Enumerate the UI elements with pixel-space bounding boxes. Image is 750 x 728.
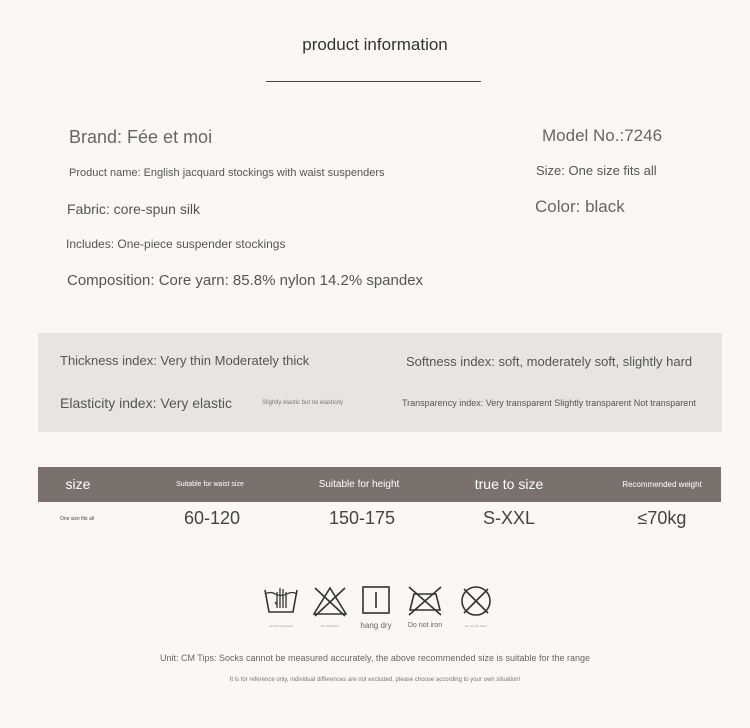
do-not-iron-icon	[406, 584, 444, 616]
index-panel	[38, 333, 722, 432]
header-waist: Suitable for waist size	[176, 481, 244, 488]
hand-wash-icon	[263, 582, 299, 616]
fabric-text: Fabric: core-spun silk	[67, 201, 201, 217]
row-waist: 60-120	[183, 508, 241, 528]
header-size: size	[65, 476, 91, 492]
header-weight: Recommended weight	[622, 480, 702, 489]
measurement-note: Unit: CM Tips: Socks cannot be measured accurately, the above recommended size is suitable for the range	[159, 653, 591, 663]
size-text: Size: One size fits all	[536, 163, 657, 178]
do-not-bleach-label: Do not bleach	[320, 624, 340, 628]
hang-dry-icon	[361, 585, 391, 615]
page-title: product information	[302, 35, 448, 54]
brand-text: Brand: Fée et moi	[69, 127, 213, 147]
reference-note: It is for reference only, individual differences are not excluded, please choose according to your own situation!	[229, 677, 521, 683]
header-height: Suitable for height	[318, 479, 400, 490]
transparency-index: Transparency index: Very transparent Slightly transparent Not transparent	[402, 398, 696, 408]
elasticity-subtext: Slightly elastic but no elasticity	[262, 400, 344, 406]
color-text: Color: black	[535, 197, 625, 216]
composition-text: Composition: Core yarn: 85.8% nylon 14.2% spandex	[67, 272, 424, 289]
model-number-text: Model No.:7246	[542, 126, 663, 145]
includes-text: Includes: One-piece suspender stockings	[66, 237, 286, 251]
row-size: One size fits all	[60, 516, 94, 522]
hang-dry-label: hang dry	[360, 621, 392, 630]
thickness-index: Thickness index: Very thin Moderately thick	[60, 353, 310, 368]
size-table-header	[38, 467, 721, 502]
elasticity-index: Elasticity index: Very elastic	[60, 395, 232, 411]
do-not-dry-clean-icon	[459, 584, 493, 618]
do-not-dry-clean-label: Do not dry clean	[465, 624, 487, 628]
row-true-to-size: S-XXL	[482, 508, 536, 528]
product-name-text: Product name: English jacquard stockings with waist suspenders	[69, 167, 385, 179]
hand-wash-label: Gentle hand wash	[268, 624, 294, 628]
do-not-bleach-icon	[312, 585, 348, 617]
do-not-iron-label: Do not iron	[407, 622, 443, 629]
header-true-to-size: true to size	[474, 476, 544, 492]
softness-index: Softness index: soft, moderately soft, slightly hard	[406, 354, 693, 369]
title-divider	[266, 81, 481, 82]
row-height: 150-175	[328, 508, 396, 528]
row-weight: ≤70kg	[637, 508, 687, 528]
